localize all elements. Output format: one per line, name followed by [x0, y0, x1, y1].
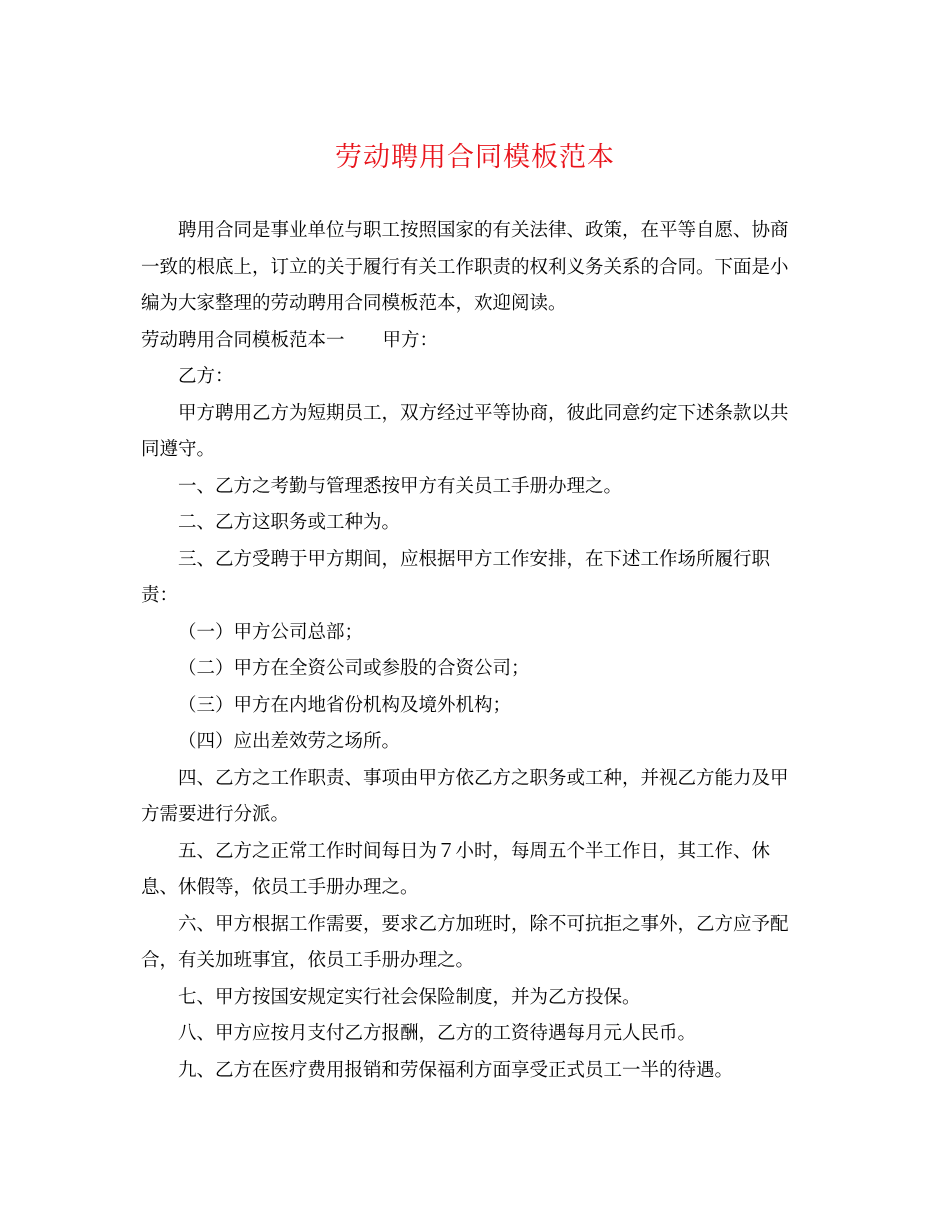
clause-6: 六、甲方根据工作需要，要求乙方加班时，除不可抗拒之事外，乙方应予配合，有关加班事宜，依员工手册办理之。	[141, 913, 789, 971]
clause-3-item-4: （四）应出差效劳之场所。	[178, 731, 401, 752]
clause-1: 一、乙方之考勤与管理悉按甲方有关员工手册办理之。	[178, 475, 623, 497]
intro-paragraph: 聘用合同是事业单位与职工按照国家的有关法律、政策，在平等自愿、协商一致的根底上，订立的关于履行有关工作职责的权利义务关系的合同。下面是小编为大家整理的劳动聘用合同模板范本，欢迎阅读。	[141, 220, 789, 314]
clause-7: 七、甲方按国安规定实行社会保险制度，并为乙方投保。	[178, 986, 641, 1008]
clause-3-item-3: （三）甲方在内地省份机构及境外机构；	[178, 694, 512, 716]
clause-8: 八、甲方应按月支付乙方报酬，乙方的工资待遇每月元人民币。	[178, 1023, 697, 1044]
clause-5: 五、乙方之正常工作时间每日为７小时，每周五个半工作日，其工作、休息、休假等，依员工手册办理之。	[141, 840, 771, 898]
section-heading-line	[141, 323, 801, 360]
clause-3: 三、乙方受聘于甲方期间，应根据甲方工作安排，在下述工作场所履行职责：	[141, 548, 771, 606]
clause-3-item-2: （二）甲方在全资公司或参股的合资公司；	[178, 658, 530, 679]
document-body	[141, 213, 801, 1089]
section-heading: 劳动聘用合同模板范本一	[141, 329, 345, 351]
party-a-label: 甲方：	[382, 329, 439, 351]
clause-3-item-1: （一）甲方公司总部；	[178, 621, 364, 643]
clause-9: 九、乙方在医疗费用报销和劳保福利方面享受正式员工一半的待遇。	[178, 1059, 734, 1081]
party-b-label: 乙方：	[178, 366, 234, 387]
document-title: 劳动聘用合同模板范本	[335, 142, 615, 173]
clause-2: 二、乙方这职务或工种为。	[178, 512, 401, 533]
preamble-paragraph: 甲方聘用乙方为短期员工，双方经过平等协商，彼此同意约定下述条款以共同遵守。	[141, 402, 789, 460]
clause-4: 四、乙方之工作职责、事项由甲方依乙方之职务或工种，并视乙方能力及甲方需要进行分派。	[141, 767, 789, 825]
